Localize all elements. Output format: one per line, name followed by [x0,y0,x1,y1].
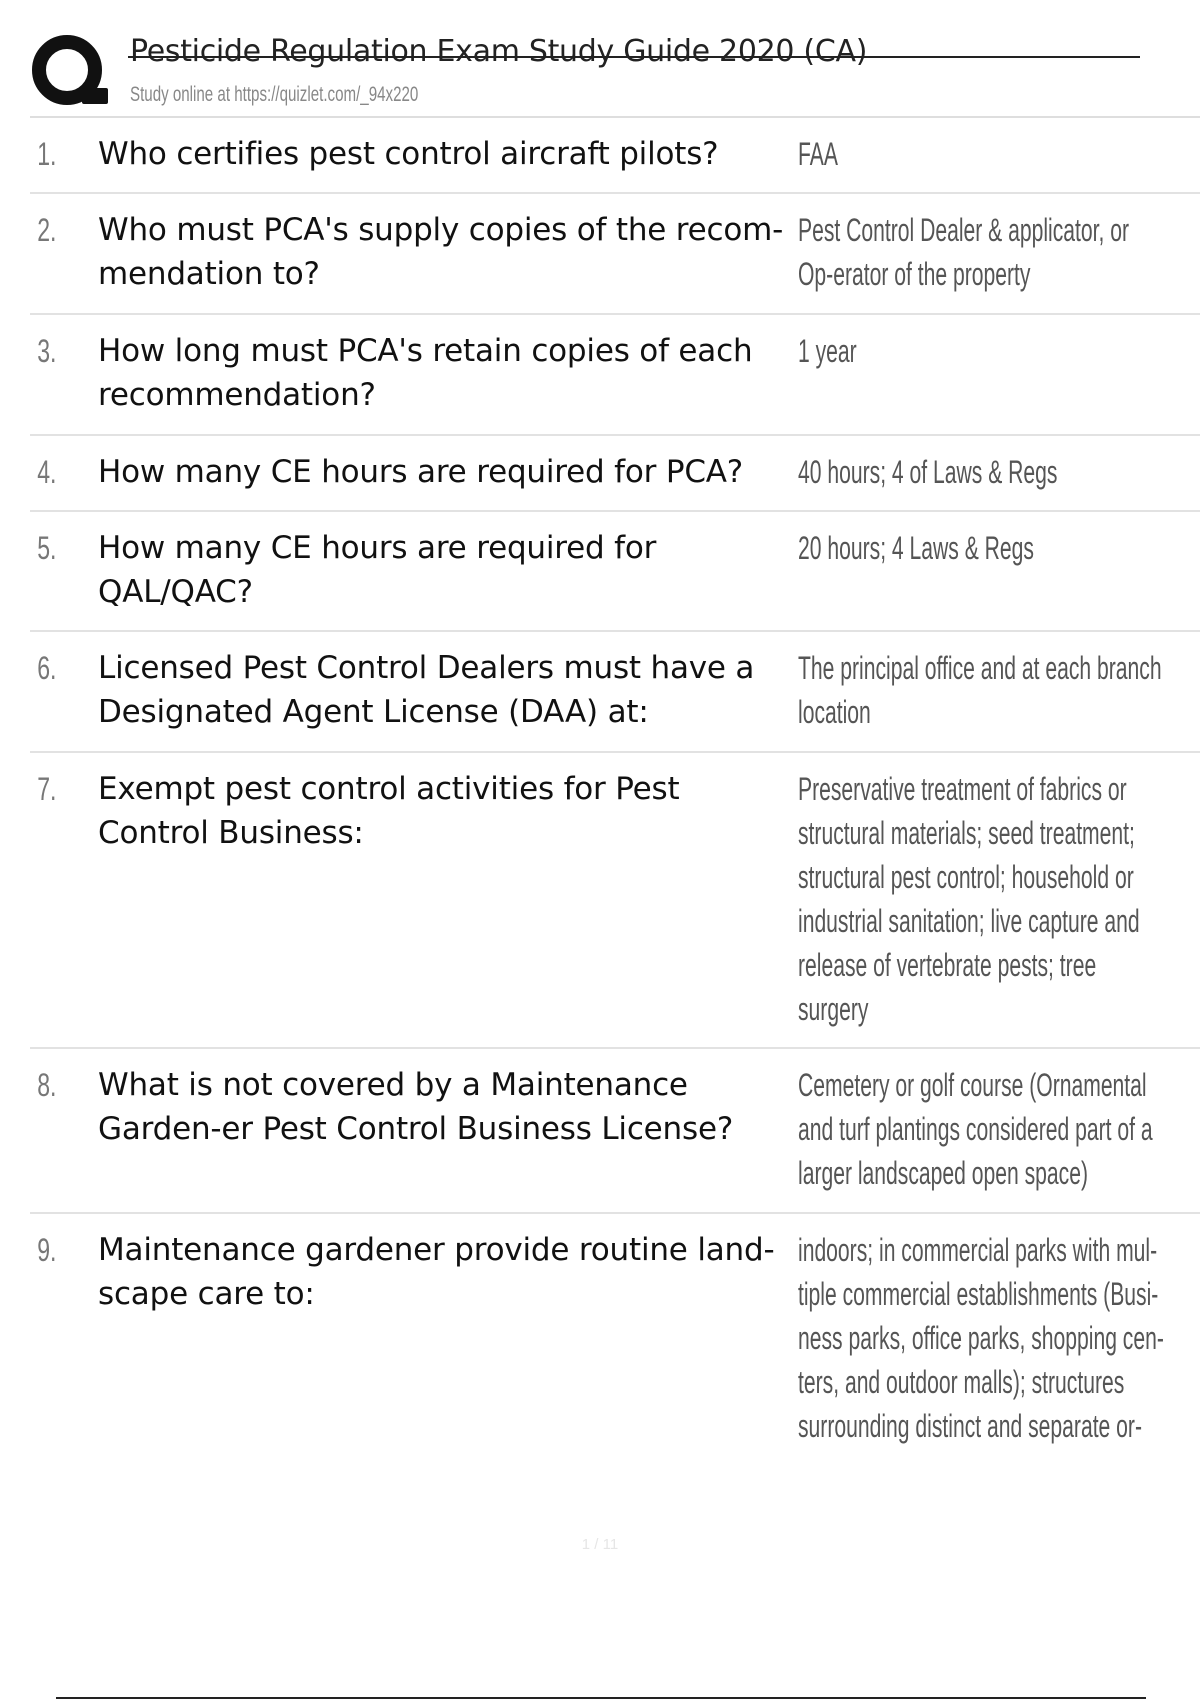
card-term: Who must PCA's supply copies of the recom-mendation to? [98,212,784,292]
card-term: Licensed Pest Control Dealers must have a Designated Agent License (DAA) at: [98,650,755,730]
flashcard-row [30,118,1200,194]
flashcard-row [30,315,1200,436]
quizlet-q-logo-icon [30,32,110,112]
flashcard-row [30,436,1200,512]
card-definition: 20 hours; 4 Laws & Regs [798,530,1034,566]
study-online-link[interactable]: Study online at https://quizlet.com/_94x220 [130,83,419,106]
flashcard-row [30,512,1200,632]
card-number: 8. [37,1067,57,1103]
flashcard-row [30,1214,1200,1474]
flashcard-row [30,632,1200,753]
card-definition: FAA [798,136,838,172]
page-number: 1 / 11 [581,1536,619,1553]
card-number: 4. [37,454,57,490]
card-term: How many CE hours are required for PCA? [98,454,744,490]
card-number: 5. [37,530,57,566]
flashcard-row [30,194,1200,315]
card-definition: Preservative treatment of fabrics or structural materials; seed treatment; structural pest control; household or industrial sanitation; live capture and release of vertebrate pests; tree surgery [798,771,1140,1027]
card-number: 6. [37,650,57,686]
card-term: What is not covered by a Maintenance Garden-er Pest Control Business License? [98,1067,734,1147]
flashcard-row [30,1049,1200,1214]
card-number: 3. [37,333,57,369]
card-term: How many CE hours are required for QAL/QAC? [98,530,657,610]
card-term: Exempt pest control activities for Pest Control Business: [98,771,680,851]
card-definition: 40 hours; 4 of Laws & Regs [798,454,1058,490]
card-definition: indoors; in commercial parks with mul-tiple commercial establishments (Busi-ness parks, office parks, shopping cen-ters, and outdoor malls); structures surrounding distinct and separate or- [798,1232,1164,1444]
card-number: 9. [37,1232,57,1268]
card-number: 7. [37,771,57,807]
card-definition: Cemetery or golf course (Ornamental and turf plantings considered part of a larger landscaped open space) [798,1067,1153,1191]
card-definition: Pest Control Dealer & applicator, or Op-erator of the property [798,212,1130,292]
flashcard-row [30,753,1200,1049]
card-definition: 1 year [798,333,857,369]
card-definition: The principal office and at each branch location [798,650,1162,730]
card-number: 2. [37,212,57,248]
card-term: Maintenance gardener provide routine land-scape care to: [98,1232,775,1312]
flashcard-list [30,118,1200,1474]
card-term: How long must PCA's retain copies of each recommendation? [98,333,753,413]
footer-rule [56,1697,1146,1699]
document-title: Pesticide Regulation Exam Study Guide 2020 (CA) [130,34,868,69]
card-term: Who certifies pest control aircraft pilots? [98,136,719,172]
card-number: 1. [37,136,57,172]
